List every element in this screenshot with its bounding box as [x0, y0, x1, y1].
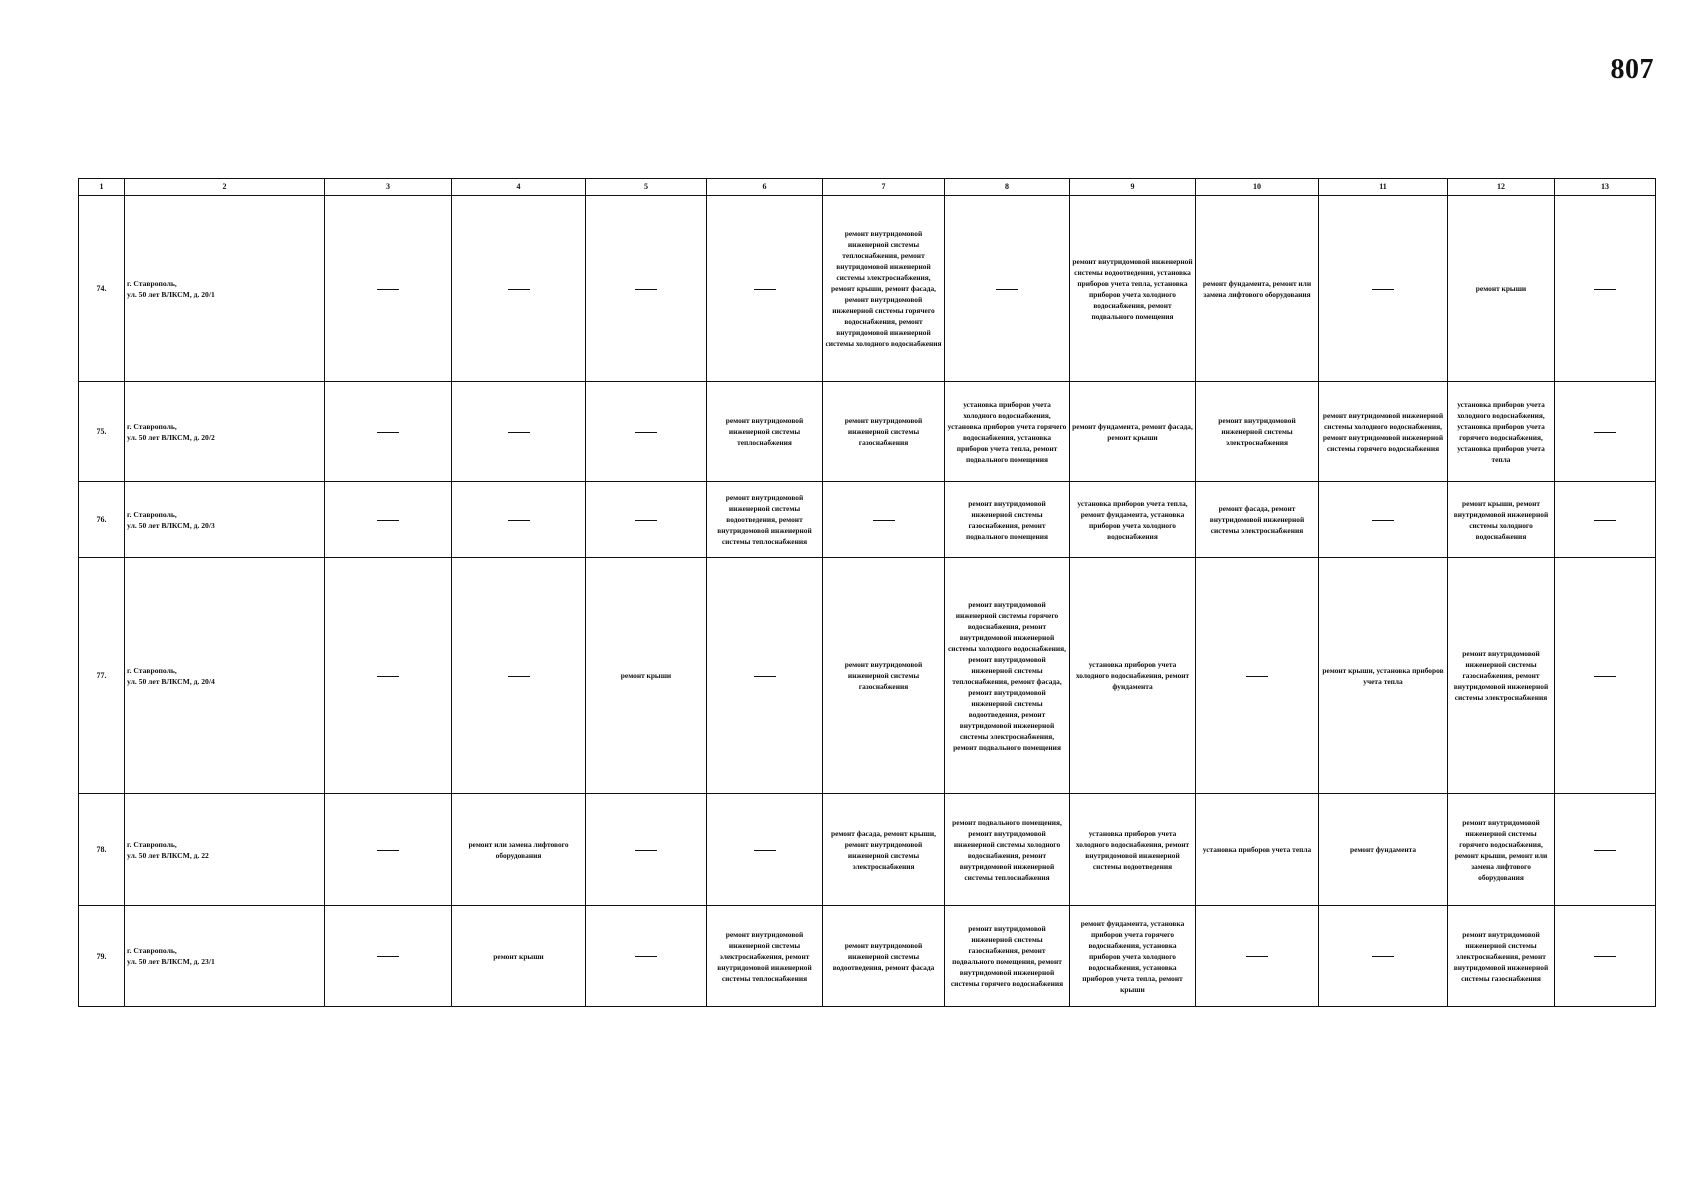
row-number: 75.: [79, 382, 125, 482]
cell-col-6: [707, 794, 823, 906]
cell-col-11: [1319, 906, 1448, 1007]
cell-col-13: [1555, 482, 1656, 558]
cell-col-12: ремонт крыши, ремонт внутридомовой инженерной системы холодного водоснабжения: [1448, 482, 1555, 558]
column-header: 13: [1555, 179, 1656, 196]
cell-col-8: установка приборов учета холодного водоснабжения, установка приборов учета горячего водоснабжения, установка приборов учета тепла, ремонт подвального помещения: [945, 382, 1070, 482]
cell-col-7: ремонт внутридомовой инженерной системы теплоснабжения, ремонт внутридомовой инженерной системы электроснабжения, ремонт крыши, ремонт фасада, ремонт внутридомовой инженерной системы горячего водоснабжения, ремонт внутридомовой инженерной системы холодного водоснабжения: [823, 196, 945, 382]
column-header: 7: [823, 179, 945, 196]
empty-dash: [635, 850, 657, 851]
cell-col-3: [325, 794, 452, 906]
cell-col-10: ремонт внутридомовой инженерной системы электроснабжения: [1196, 382, 1319, 482]
cell-col-13: [1555, 906, 1656, 1007]
cell-col-4: [452, 558, 586, 794]
column-header: 5: [586, 179, 707, 196]
cell-col-5: [586, 196, 707, 382]
column-header: 6: [707, 179, 823, 196]
address-cell: [125, 558, 325, 794]
empty-dash: [377, 850, 399, 851]
repair-schedule-table: [78, 178, 1656, 1007]
row-number: 76.: [79, 482, 125, 558]
table-row: [79, 794, 1656, 906]
address-street: ул. 50 лет ВЛКСМ, д. 20/3: [127, 520, 215, 530]
cell-col-4: ремонт или замена лифтового оборудования: [452, 794, 586, 906]
cell-col-4: [452, 482, 586, 558]
address-city: г. Ставрополь,: [127, 839, 177, 849]
cell-col-10: ремонт фасада, ремонт внутридомовой инженерной системы электроснабжения: [1196, 482, 1319, 558]
column-header: 10: [1196, 179, 1319, 196]
address-cell: [125, 482, 325, 558]
row-number: 79.: [79, 906, 125, 1007]
address-cell: [125, 382, 325, 482]
header-row: [79, 179, 1656, 196]
table-row: [79, 382, 1656, 482]
cell-col-11: ремонт внутридомовой инженерной системы холодного водоснабжения, ремонт внутридомовой инженерной системы горячего водоснабжения: [1319, 382, 1448, 482]
cell-col-7: ремонт внутридомовой инженерной системы газоснабжения: [823, 382, 945, 482]
empty-dash: [873, 520, 895, 521]
cell-col-10: [1196, 558, 1319, 794]
cell-col-13: [1555, 794, 1656, 906]
cell-col-9: установка приборов учета холодного водоснабжения, ремонт фундамента: [1070, 558, 1196, 794]
address-city: г. Ставрополь,: [127, 509, 177, 519]
empty-dash: [1594, 956, 1616, 957]
cell-col-3: [325, 382, 452, 482]
address-street: ул. 50 лет ВЛКСМ, д. 20/2: [127, 432, 215, 442]
column-header: 9: [1070, 179, 1196, 196]
column-header: 4: [452, 179, 586, 196]
cell-col-3: [325, 906, 452, 1007]
address-cell: [125, 196, 325, 382]
empty-dash: [377, 676, 399, 677]
address-street: ул. 50 лет ВЛКСМ, д. 23/1: [127, 957, 215, 966]
cell-col-12: ремонт внутридомовой инженерной системы горячего водоснабжения, ремонт крыши, ремонт или замена лифтового оборудования: [1448, 794, 1555, 906]
cell-col-3: [325, 558, 452, 794]
cell-col-6: ремонт внутридомовой инженерной системы водоотведения, ремонт внутридомовой инженерной системы теплоснабжения: [707, 482, 823, 558]
cell-col-9: установка приборов учета тепла, ремонт фундамента, установка приборов учета холодного водоснабжения: [1070, 482, 1196, 558]
empty-dash: [1372, 520, 1394, 521]
empty-dash: [1594, 850, 1616, 851]
cell-col-7: [823, 482, 945, 558]
cell-col-7: ремонт внутридомовой инженерной системы газоснабжения: [823, 558, 945, 794]
address-street: ул. 50 лет ВЛКСМ, д. 20/4: [127, 676, 215, 686]
table-row: [79, 196, 1656, 382]
column-header: 12: [1448, 179, 1555, 196]
table-row: [79, 558, 1656, 794]
cell-col-6: ремонт внутридомовой инженерной системы теплоснабжения: [707, 382, 823, 482]
cell-col-3: [325, 196, 452, 382]
cell-col-4: ремонт крыши: [452, 906, 586, 1007]
row-number: 74.: [79, 196, 125, 382]
cell-col-3: [325, 482, 452, 558]
empty-dash: [754, 289, 776, 290]
cell-col-11: [1319, 196, 1448, 382]
table-row: [79, 906, 1656, 1007]
empty-dash: [1372, 956, 1394, 957]
empty-dash: [754, 676, 776, 677]
cell-col-8: ремонт подвального помещения, ремонт внутридомовой инженерной системы холодного водоснабжения, ремонт внутридомовой инженерной системы теплоснабжения: [945, 794, 1070, 906]
cell-col-13: [1555, 382, 1656, 482]
cell-col-12: ремонт внутридомовой инженерной системы электроснабжения, ремонт внутридомовой инженерной системы газоснабжения: [1448, 906, 1555, 1007]
cell-col-9: ремонт внутридомовой инженерной системы водоотведения, установка приборов учета тепла, установка приборов учета холодного водоснабжения, ремонт подвального помещения: [1070, 196, 1196, 382]
empty-dash: [508, 520, 530, 521]
address-cell: [125, 906, 325, 1007]
empty-dash: [754, 850, 776, 851]
cell-col-10: установка приборов учета тепла: [1196, 794, 1319, 906]
empty-dash: [635, 432, 657, 433]
address-city: г. Ставрополь,: [127, 946, 177, 955]
empty-dash: [1246, 956, 1268, 957]
cell-col-7: ремонт фасада, ремонт крыши, ремонт внутридомовой инженерной системы электроснабжения: [823, 794, 945, 906]
cell-col-8: ремонт внутридомовой инженерной системы газоснабжения, ремонт подвального помещения, ремонт внутридомовой инженерной системы горячего водоснабжения: [945, 906, 1070, 1007]
empty-dash: [1594, 289, 1616, 290]
cell-col-5: ремонт крыши: [586, 558, 707, 794]
column-header: 8: [945, 179, 1070, 196]
cell-col-10: [1196, 906, 1319, 1007]
cell-col-9: ремонт фундамента, установка приборов учета горячего водоснабжения, установка приборов учета холодного водоснабжения, установка приборов учета тепла, ремонт крыши: [1070, 906, 1196, 1007]
column-header: 1: [79, 179, 125, 196]
cell-col-12: ремонт внутридомовой инженерной системы газоснабжения, ремонт внутридомовой инженерной системы электроснабжения: [1448, 558, 1555, 794]
address-city: г. Ставрополь,: [127, 421, 177, 431]
cell-col-5: [586, 382, 707, 482]
empty-dash: [635, 956, 657, 957]
empty-dash: [1246, 676, 1268, 677]
cell-col-9: установка приборов учета холодного водоснабжения, ремонт внутридомовой инженерной системы водоотведения: [1070, 794, 1196, 906]
cell-col-10: ремонт фундамента, ремонт или замена лифтового оборудования: [1196, 196, 1319, 382]
cell-col-11: [1319, 482, 1448, 558]
address-cell: [125, 794, 325, 906]
cell-col-11: ремонт фундамента: [1319, 794, 1448, 906]
empty-dash: [1594, 520, 1616, 521]
cell-col-6: [707, 558, 823, 794]
cell-col-7: ремонт внутридомовой инженерной системы водоотведения, ремонт фасада: [823, 906, 945, 1007]
column-header: 2: [125, 179, 325, 196]
column-header: 11: [1319, 179, 1448, 196]
cell-col-5: [586, 906, 707, 1007]
empty-dash: [377, 432, 399, 433]
row-number: 77.: [79, 558, 125, 794]
empty-dash: [508, 432, 530, 433]
column-header: 3: [325, 179, 452, 196]
empty-dash: [635, 520, 657, 521]
row-number: 78.: [79, 794, 125, 906]
page-number: 807: [1610, 54, 1654, 85]
cell-col-13: [1555, 196, 1656, 382]
cell-col-4: [452, 382, 586, 482]
empty-dash: [508, 289, 530, 290]
table-row: [79, 482, 1656, 558]
empty-dash: [635, 289, 657, 290]
empty-dash: [1594, 432, 1616, 433]
cell-col-4: [452, 196, 586, 382]
cell-col-8: ремонт внутридомовой инженерной системы газоснабжения, ремонт подвального помещения: [945, 482, 1070, 558]
empty-dash: [377, 956, 399, 957]
cell-col-12: установка приборов учета холодного водоснабжения, установка приборов учета горячего водоснабжения, установка приборов учета тепла: [1448, 382, 1555, 482]
cell-col-5: [586, 482, 707, 558]
empty-dash: [1594, 676, 1616, 677]
address-city: г. Ставрополь,: [127, 665, 177, 675]
address-city: г. Ставрополь,: [127, 278, 177, 288]
empty-dash: [377, 289, 399, 290]
empty-dash: [508, 676, 530, 677]
cell-col-8: ремонт внутридомовой инженерной системы горячего водоснабжения, ремонт внутридомовой инженерной системы холодного водоснабжения, ремонт внутридомовой инженерной системы теплоснабжения, ремонт фасада, ремонт внутридомовой инженерной системы водоотведения, ремонт внутридомовой инженерной системы электроснабжения, ремонт подвального помещения: [945, 558, 1070, 794]
empty-dash: [1372, 289, 1394, 290]
cell-col-13: [1555, 558, 1656, 794]
address-street: ул. 50 лет ВЛКСМ, д. 20/1: [127, 289, 215, 299]
cell-col-6: ремонт внутридомовой инженерной системы электроснабжения, ремонт внутридомовой инженерной системы теплоснабжения: [707, 906, 823, 1007]
address-street: ул. 50 лет ВЛКСМ, д. 22: [127, 850, 209, 860]
cell-col-6: [707, 196, 823, 382]
cell-col-11: ремонт крыши, установка приборов учета тепла: [1319, 558, 1448, 794]
cell-col-5: [586, 794, 707, 906]
cell-col-9: ремонт фундамента, ремонт фасада, ремонт крыши: [1070, 382, 1196, 482]
empty-dash: [996, 289, 1018, 290]
cell-col-8: [945, 196, 1070, 382]
cell-col-12: ремонт крыши: [1448, 196, 1555, 382]
empty-dash: [377, 520, 399, 521]
